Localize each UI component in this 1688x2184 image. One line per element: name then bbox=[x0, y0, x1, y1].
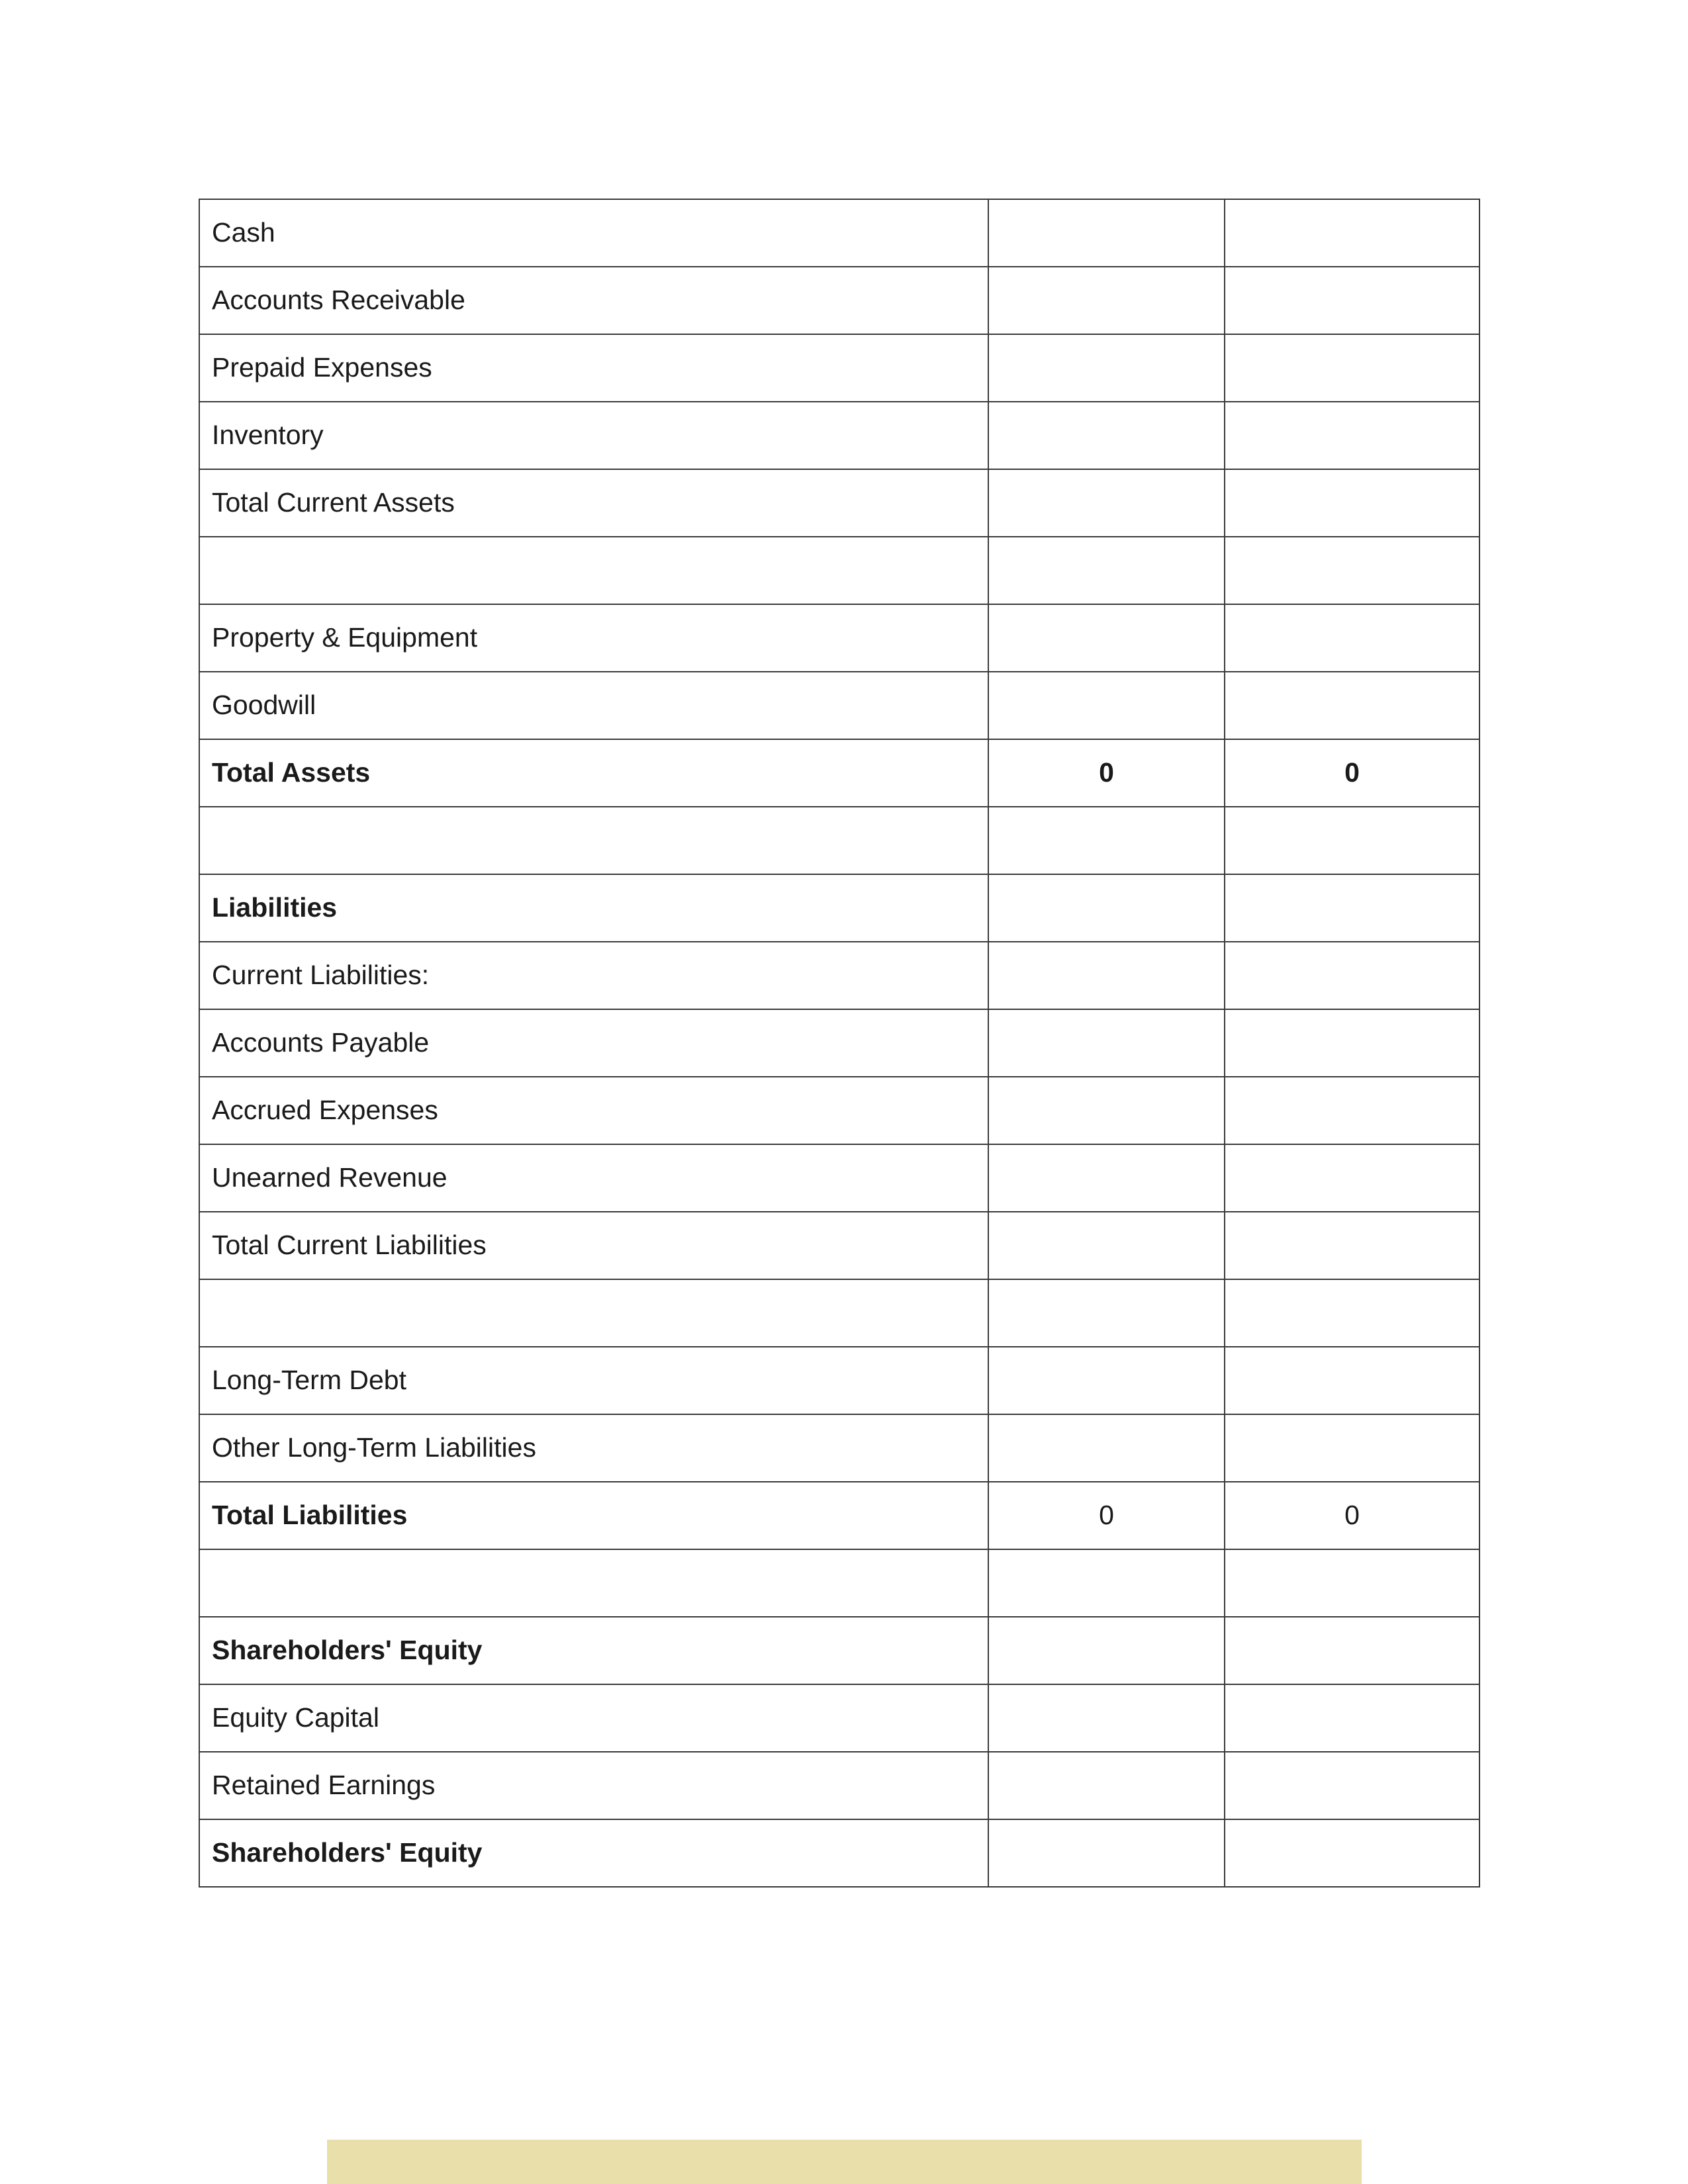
table-row bbox=[199, 672, 1479, 739]
value-cell-column-1: 0 bbox=[988, 739, 1225, 807]
row-label-cell: Accounts Receivable bbox=[199, 267, 988, 334]
table-row bbox=[199, 1549, 1479, 1617]
value-cell-column-2: 0 bbox=[1225, 739, 1479, 807]
table-row bbox=[199, 1077, 1479, 1144]
value-cell-column-1 bbox=[988, 1819, 1225, 1887]
table-row bbox=[199, 1009, 1479, 1077]
value-cell-column-1 bbox=[988, 604, 1225, 672]
table-row bbox=[199, 1279, 1479, 1347]
row-label-cell: Total Assets bbox=[199, 739, 988, 807]
table-row bbox=[199, 1414, 1479, 1482]
row-label-cell: Total Current Assets bbox=[199, 469, 988, 537]
table-row bbox=[199, 1212, 1479, 1279]
row-label-cell: Prepaid Expenses bbox=[199, 334, 988, 402]
table-row bbox=[199, 469, 1479, 537]
row-label-cell: Goodwill bbox=[199, 672, 988, 739]
value-cell-column-1 bbox=[988, 199, 1225, 267]
footer-color-band bbox=[327, 2140, 1362, 2184]
value-cell-column-1 bbox=[988, 1212, 1225, 1279]
table-row bbox=[199, 942, 1479, 1009]
table-row bbox=[199, 1347, 1479, 1414]
value-cell-column-1 bbox=[988, 807, 1225, 874]
value-cell-column-1 bbox=[988, 672, 1225, 739]
row-label-cell: Other Long-Term Liabilities bbox=[199, 1414, 988, 1482]
row-label-cell: Equity Capital bbox=[199, 1684, 988, 1752]
row-label-cell: Accounts Payable bbox=[199, 1009, 988, 1077]
value-cell-column-2 bbox=[1225, 672, 1479, 739]
value-cell-column-1 bbox=[988, 1144, 1225, 1212]
value-cell-column-2 bbox=[1225, 874, 1479, 942]
row-label-cell bbox=[199, 807, 988, 874]
value-cell-column-2 bbox=[1225, 1819, 1479, 1887]
row-label-cell: Total Current Liabilities bbox=[199, 1212, 988, 1279]
row-label-cell bbox=[199, 1279, 988, 1347]
value-cell-column-1 bbox=[988, 1684, 1225, 1752]
row-label-cell: Accrued Expenses bbox=[199, 1077, 988, 1144]
row-label-cell: Shareholders' Equity bbox=[199, 1617, 988, 1684]
value-cell-column-1 bbox=[988, 874, 1225, 942]
value-cell-column-1 bbox=[988, 1009, 1225, 1077]
value-cell-column-2 bbox=[1225, 1752, 1479, 1819]
table-row bbox=[199, 874, 1479, 942]
value-cell-column-2 bbox=[1225, 1414, 1479, 1482]
row-label-cell: Shareholders' Equity bbox=[199, 1819, 988, 1887]
table-row bbox=[199, 537, 1479, 604]
value-cell-column-2 bbox=[1225, 1617, 1479, 1684]
value-cell-column-2 bbox=[1225, 1549, 1479, 1617]
value-cell-column-1 bbox=[988, 1549, 1225, 1617]
table-row bbox=[199, 1617, 1479, 1684]
value-cell-column-1 bbox=[988, 537, 1225, 604]
table-row bbox=[199, 1482, 1479, 1549]
row-label-cell: Liabilities bbox=[199, 874, 988, 942]
value-cell-column-2 bbox=[1225, 402, 1479, 469]
table-row bbox=[199, 1684, 1479, 1752]
value-cell-column-1 bbox=[988, 1752, 1225, 1819]
value-cell-column-2 bbox=[1225, 199, 1479, 267]
balance-sheet-body bbox=[199, 199, 1479, 1887]
value-cell-column-2 bbox=[1225, 1144, 1479, 1212]
table-row bbox=[199, 1752, 1479, 1819]
value-cell-column-2 bbox=[1225, 1009, 1479, 1077]
table-row bbox=[199, 739, 1479, 807]
value-cell-column-2 bbox=[1225, 807, 1479, 874]
row-label-cell: Unearned Revenue bbox=[199, 1144, 988, 1212]
value-cell-column-2 bbox=[1225, 1212, 1479, 1279]
table-row bbox=[199, 402, 1479, 469]
table-row bbox=[199, 267, 1479, 334]
value-cell-column-1 bbox=[988, 334, 1225, 402]
value-cell-column-2 bbox=[1225, 1684, 1479, 1752]
value-cell-column-2 bbox=[1225, 334, 1479, 402]
value-cell-column-2 bbox=[1225, 537, 1479, 604]
value-cell-column-1 bbox=[988, 1617, 1225, 1684]
row-label-cell: Cash bbox=[199, 199, 988, 267]
row-label-cell bbox=[199, 1549, 988, 1617]
row-label-cell: Inventory bbox=[199, 402, 988, 469]
value-cell-column-1 bbox=[988, 1077, 1225, 1144]
table-row bbox=[199, 1144, 1479, 1212]
value-cell-column-1 bbox=[988, 267, 1225, 334]
value-cell-column-2 bbox=[1225, 1077, 1479, 1144]
value-cell-column-1: 0 bbox=[988, 1482, 1225, 1549]
value-cell-column-2 bbox=[1225, 267, 1479, 334]
table-row bbox=[199, 807, 1479, 874]
value-cell-column-2 bbox=[1225, 1347, 1479, 1414]
value-cell-column-1 bbox=[988, 1279, 1225, 1347]
balance-sheet-table bbox=[199, 199, 1480, 1888]
row-label-cell: Total Liabilities bbox=[199, 1482, 988, 1549]
table-row bbox=[199, 334, 1479, 402]
row-label-cell: Long-Term Debt bbox=[199, 1347, 988, 1414]
value-cell-column-2: 0 bbox=[1225, 1482, 1479, 1549]
row-label-cell bbox=[199, 537, 988, 604]
value-cell-column-1 bbox=[988, 1347, 1225, 1414]
row-label-cell: Retained Earnings bbox=[199, 1752, 988, 1819]
table-row bbox=[199, 604, 1479, 672]
value-cell-column-1 bbox=[988, 1414, 1225, 1482]
value-cell-column-1 bbox=[988, 942, 1225, 1009]
table-row bbox=[199, 1819, 1479, 1887]
row-label-cell: Current Liabilities: bbox=[199, 942, 988, 1009]
value-cell-column-2 bbox=[1225, 604, 1479, 672]
value-cell-column-1 bbox=[988, 402, 1225, 469]
value-cell-column-2 bbox=[1225, 1279, 1479, 1347]
table-row bbox=[199, 199, 1479, 267]
value-cell-column-2 bbox=[1225, 942, 1479, 1009]
row-label-cell: Property & Equipment bbox=[199, 604, 988, 672]
value-cell-column-1 bbox=[988, 469, 1225, 537]
value-cell-column-2 bbox=[1225, 469, 1479, 537]
